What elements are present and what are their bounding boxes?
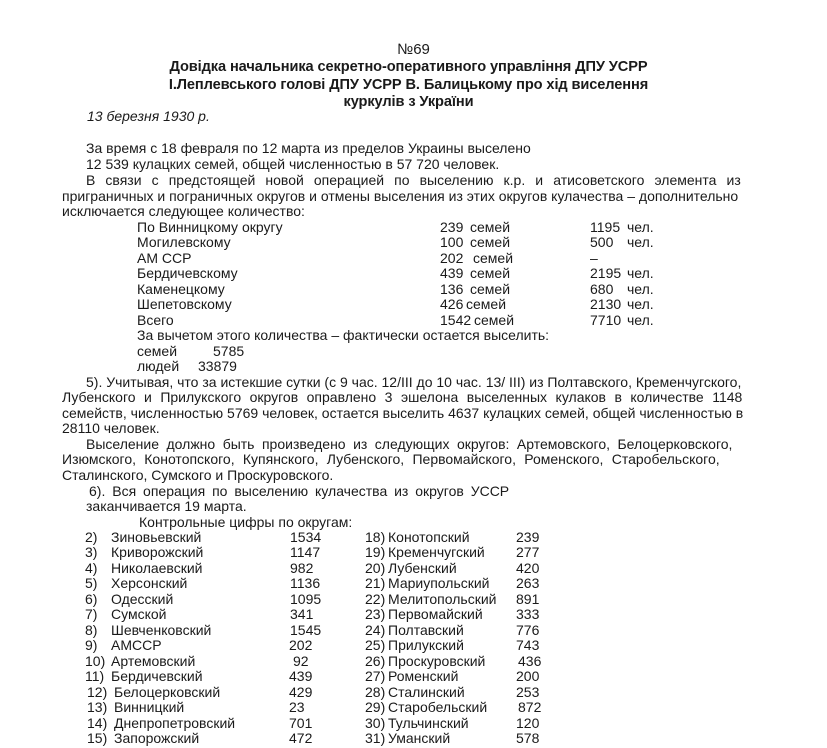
item-number: 27) — [365, 668, 386, 684]
p2-line-2: приграничных и пограничных округов и отмены выселения из этих округов кулачества – дополнительно — [62, 188, 739, 204]
district-name: Белоцерковский — [114, 684, 221, 700]
district-name: Полтавский — [388, 622, 464, 638]
district-value: 429 — [289, 684, 313, 700]
eviction-line-3: Сталинского, Сумского и Проскуровского. — [62, 467, 334, 483]
district-value: 982 — [290, 560, 314, 576]
district-name: Всего — [137, 312, 174, 328]
district-name: Бердичевский — [111, 668, 203, 684]
families-unit: семей — [466, 296, 507, 312]
district-value: 1136 — [290, 575, 321, 591]
remainder-families-value: 5785 — [213, 343, 245, 359]
p2-line-1: В связи с предстоящей новой операцией по выселению к.р. и атисоветского элемента из — [86, 172, 741, 188]
district-name: Лубенский — [388, 560, 457, 576]
district-name: Мариупольский — [388, 575, 490, 591]
remainder-families-label: семей — [137, 343, 178, 359]
p5-line-3: семейств, численностью 5769 человек, остается выселить 4637 кулацких семей, общей численностью в — [62, 405, 744, 421]
item-number: 29) — [365, 699, 386, 715]
item-number: 7) — [85, 606, 98, 622]
p6-line-2: заканчивается 19 марта. — [86, 498, 247, 514]
people-count: 500 — [590, 234, 614, 250]
people-unit: чел. — [627, 219, 654, 235]
district-name: По Винницкому округу — [137, 219, 283, 235]
item-number: 24) — [365, 622, 386, 638]
people-unit: чел. — [627, 265, 654, 281]
district-name: АМ ССР — [137, 250, 192, 266]
item-number: 28) — [365, 684, 386, 700]
families-count: 202 — [440, 250, 464, 266]
district-name: Прилукский — [388, 637, 464, 653]
p5-line-4: 28110 человек. — [62, 420, 160, 436]
control-figures-heading: Контрольные цифры по округам: — [139, 514, 353, 530]
people-unit: чел. — [627, 296, 654, 312]
item-number: 6) — [85, 591, 98, 607]
intro-line-1: За время с 18 февраля по 12 марта из пределов Украины выселено — [86, 140, 531, 156]
district-name: Запорожский — [114, 730, 200, 746]
item-number: 23) — [365, 606, 386, 622]
families-count: 1542 — [440, 312, 472, 328]
families-unit: семей — [470, 234, 511, 250]
district-value: 23 — [289, 699, 305, 715]
district-value: 200 — [516, 668, 540, 684]
item-number: 31) — [365, 730, 386, 746]
district-value: 1095 — [290, 591, 322, 607]
intro-line-2: 12 539 кулацких семей, общей численностью в 57 720 человек. — [86, 156, 500, 172]
people-count: 7710 — [590, 312, 622, 328]
item-number: 11) — [85, 668, 105, 684]
district-value: 436 — [518, 653, 542, 669]
district-name: Шепетовскому — [137, 296, 232, 312]
district-name: Зиновьевский — [111, 529, 202, 545]
remainder-heading: За вычетом этого количества – фактически остается выселить: — [137, 327, 550, 343]
families-unit: семей — [470, 265, 511, 281]
district-name: Одесский — [111, 591, 174, 607]
district-name: Тульчинский — [388, 715, 469, 731]
district-name: Могилевскому — [137, 234, 231, 250]
remainder-people-label: людей — [137, 358, 180, 374]
eviction-line-2: Изюмского, Конотопского, Купянского, Лубенского, Первомайского, Роменского, Старобельского, — [62, 451, 720, 467]
families-unit: семей — [470, 281, 511, 297]
district-value: 333 — [516, 606, 540, 622]
families-count: 239 — [440, 219, 464, 235]
district-name: Кременчугский — [388, 544, 485, 560]
district-name: Николаевский — [111, 560, 203, 576]
p5-line-1: 5). Учитывая, что за истекшие сутки (с 9 час. 12/III до 10 час. 13/ III) из Полтавского, Кременчугского, — [86, 374, 742, 390]
people-count: 680 — [590, 281, 614, 297]
document-number: №69 — [397, 41, 430, 58]
item-number: 14) — [87, 715, 108, 731]
district-name: Роменский — [388, 668, 459, 684]
people-unit: чел. — [627, 234, 654, 250]
district-value: 1534 — [290, 529, 322, 545]
item-number: 9) — [85, 637, 98, 653]
p5-line-2: Лубенского и Прилукского округов оправлено 3 эшелона выселенных кулаков в количестве 1148 — [62, 389, 743, 405]
district-name: Днепропетровский — [114, 715, 236, 731]
district-name: Проскуровский — [388, 653, 486, 669]
district-name: Бердичевскому — [137, 265, 238, 281]
district-name: АМССР — [111, 637, 162, 653]
item-number: 2) — [85, 529, 98, 545]
district-name: Винницкий — [114, 699, 185, 715]
district-value: 92 — [293, 653, 309, 669]
item-number: 19) — [365, 544, 386, 560]
district-value: 1147 — [290, 544, 321, 560]
district-name: Херсонский — [111, 575, 188, 591]
people-unit: чел. — [627, 281, 654, 297]
item-number: 10) — [85, 653, 106, 669]
families-unit: семей — [470, 219, 511, 235]
families-count: 136 — [440, 281, 464, 297]
item-number: 12) — [87, 684, 108, 700]
item-number: 4) — [85, 560, 98, 576]
district-value: 420 — [516, 560, 540, 576]
district-value: 872 — [518, 699, 542, 715]
district-value: 277 — [516, 544, 540, 560]
district-value: 253 — [516, 684, 540, 700]
item-number: 21) — [365, 575, 386, 591]
district-value: 776 — [516, 622, 540, 638]
district-value: 743 — [516, 637, 540, 653]
remainder-people-value: 33879 — [198, 358, 237, 374]
district-name: Криворожский — [111, 544, 204, 560]
district-value: 578 — [516, 730, 540, 746]
item-number: 22) — [365, 591, 386, 607]
people-count: 1195 — [590, 219, 621, 235]
item-number: 15) — [87, 730, 108, 746]
district-value: 263 — [516, 575, 540, 591]
district-name: Шевченковский — [111, 622, 212, 638]
district-value: 472 — [289, 730, 313, 746]
district-value: 341 — [290, 606, 314, 622]
item-number: 26) — [365, 653, 386, 669]
district-value: 701 — [289, 715, 313, 731]
item-number: 8) — [85, 622, 98, 638]
p2-line-3: исключается следующее количество: — [62, 203, 305, 219]
people-count: 2195 — [590, 265, 622, 281]
district-value: 439 — [289, 668, 313, 684]
district-name: Сумской — [111, 606, 167, 622]
district-name: Мелитопольский — [388, 591, 497, 607]
district-value: 1545 — [290, 622, 322, 638]
document-title-line-1: Довідка начальника секретно-оперативного управління ДПУ УСРР — [169, 59, 648, 75]
district-name: Старобельский — [388, 699, 488, 715]
district-name: Сталинский — [388, 684, 465, 700]
families-unit: семей — [473, 250, 514, 266]
district-value: 202 — [289, 637, 313, 653]
district-name: Первомайский — [388, 606, 483, 622]
district-value: 120 — [516, 715, 540, 731]
families-unit: семей — [474, 312, 515, 328]
item-number: 20) — [365, 560, 386, 576]
p6-line-1: 6). Вся операция по выселению кулачества из округов УССР — [89, 483, 510, 499]
district-name: Конотопский — [388, 529, 470, 545]
document-date: 13 березня 1930 р. — [87, 108, 210, 124]
item-number: 25) — [365, 637, 386, 653]
document-title-line-3: куркулів з України — [343, 94, 474, 110]
people-unit: чел. — [627, 312, 654, 328]
district-name: Уманский — [388, 730, 451, 746]
item-number: 30) — [365, 715, 386, 731]
people-count: 2130 — [590, 296, 622, 312]
families-count: 426 — [440, 296, 464, 312]
item-number: 3) — [85, 544, 98, 560]
families-count: 100 — [440, 234, 464, 250]
item-number: 13) — [87, 699, 108, 715]
item-number: 18) — [365, 529, 386, 545]
families-count: 439 — [440, 265, 464, 281]
district-name: Каменецкому — [137, 281, 225, 297]
people-count: – — [590, 250, 598, 266]
district-value: 239 — [516, 529, 540, 545]
document-title-line-2: І.Леплевського голові ДПУ УСРР В. Балицькому про хід виселення — [168, 77, 649, 93]
eviction-line-1: Выселение должно быть произведено из следующих округов: Артемовского, Белоцерковского, — [86, 436, 733, 452]
item-number: 5) — [85, 575, 98, 591]
district-value: 891 — [516, 591, 540, 607]
district-name: Артемовский — [111, 653, 196, 669]
